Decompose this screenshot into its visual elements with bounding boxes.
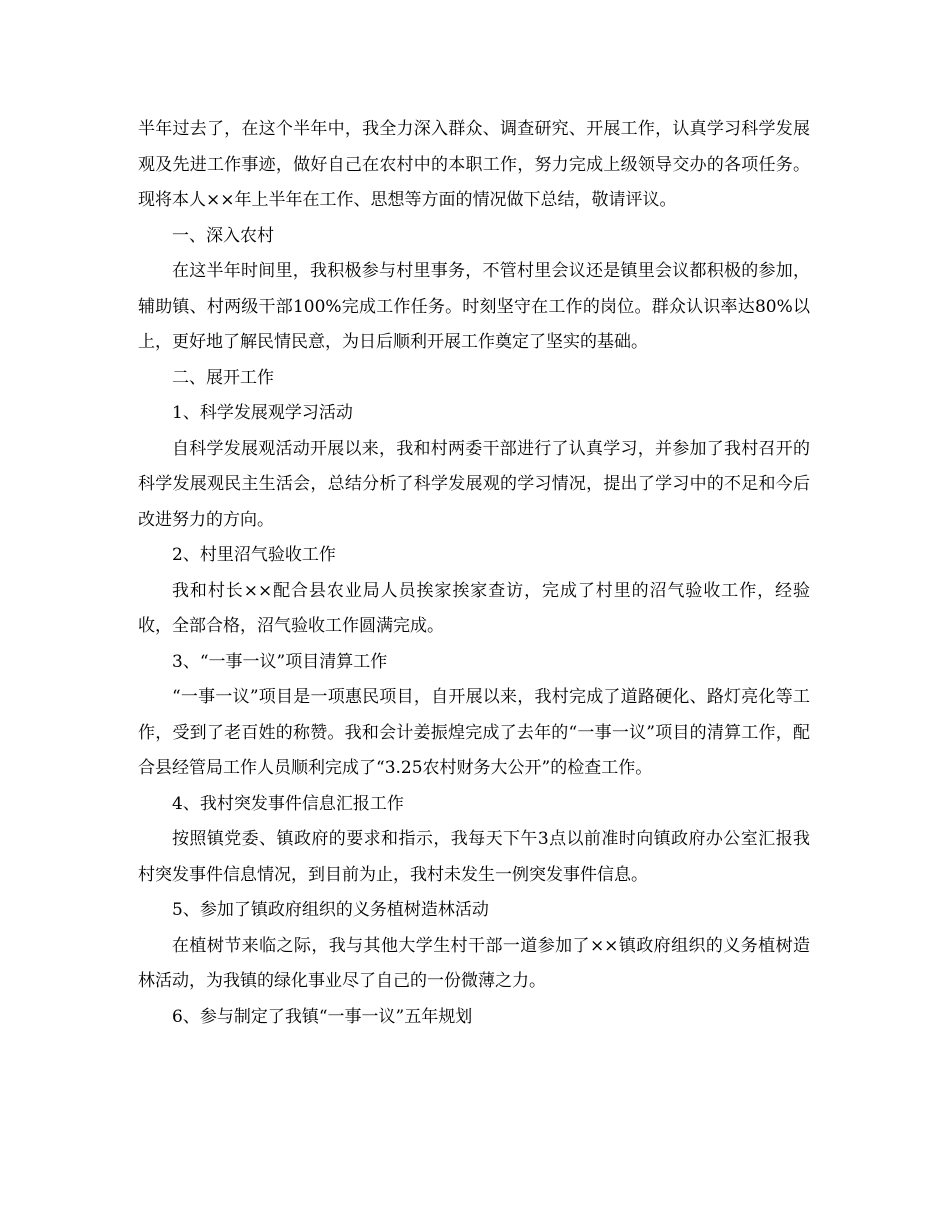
subsection-heading-5: 5、参加了镇政府组织的义务植树造林活动 (172, 900, 489, 920)
subsection-heading-1: 1、科学发展观学习活动 (172, 403, 353, 423)
body-paragraph: 我和村长××配合县农业局人员挨家挨家查访，完成了村里的沼气验收工作，经验收，全部合格，沼气验收工作圆满完成。 (138, 580, 810, 636)
subsection-heading-3: 3、“一事一议”项目清算工作 (172, 651, 388, 672)
section-heading-2: 二、展开工作 (172, 367, 274, 388)
body-paragraph: 在植树节来临之际，我与其他大学生村干部一道参加了××镇政府组织的义务植树造林活动，为我镇的绿化事业尽了自己的一份微薄之力。 (138, 935, 810, 991)
body-paragraph: 按照镇党委、镇政府的要求和指示，我每天下午3点以前准时向镇政府办公室汇报我村突发事件信息情况，到目前为止，我村未发生一例突发事件信息。 (138, 829, 810, 885)
subsection-heading-4: 4、我村突发事件信息汇报工作 (172, 793, 404, 814)
body-paragraph: 在这半年时间里，我积极参与村里事务，不管村里会议还是镇里会议都积极的参加，辅助镇、村两级干部100%完成工作任务。时刻坚守在工作的岗位。群众认识率达80%以上，更好地了解民情民意，为日后顺利开展工作奠定了坚实的基础。 (138, 261, 810, 352)
section-heading-1: 一、深入农村 (172, 225, 274, 246)
subsection-heading-6: 6、参与制定了我镇“一事一议”五年规划 (172, 1006, 473, 1027)
document-body (138, 112, 810, 1035)
body-paragraph: 自科学发展观活动开展以来，我和村两委干部进行了认真学习，并参加了我村召开的科学发展观民主生活会，总结分析了科学发展观的学习情况，提出了学习中的不足和今后改进努力的方向。 (138, 438, 810, 530)
body-paragraph: “一事一议”项目是一项惠民项目，自开展以来，我村完成了道路硬化、路灯亮化等工作，受到了老百姓的称赞。我和会计姜振煌完成了去年的“一事一议”项目的清算工作，配合县经管局工作人员顺利完成了“3.25农村财务大公开”的检查工作。 (138, 687, 810, 778)
intro-paragraph: 半年过去了，在这个半年中，我全力深入群众、调查研究、开展工作，认真学习科学发展观及先进工作事迹，做好自己在农村中的本职工作，努力完成上级领导交办的各项任务。现将本人××年上半年在工作、思想等方面的情况做下总结，敬请评议。 (138, 119, 810, 210)
subsection-heading-2: 2、村里沼气验收工作 (172, 545, 336, 565)
